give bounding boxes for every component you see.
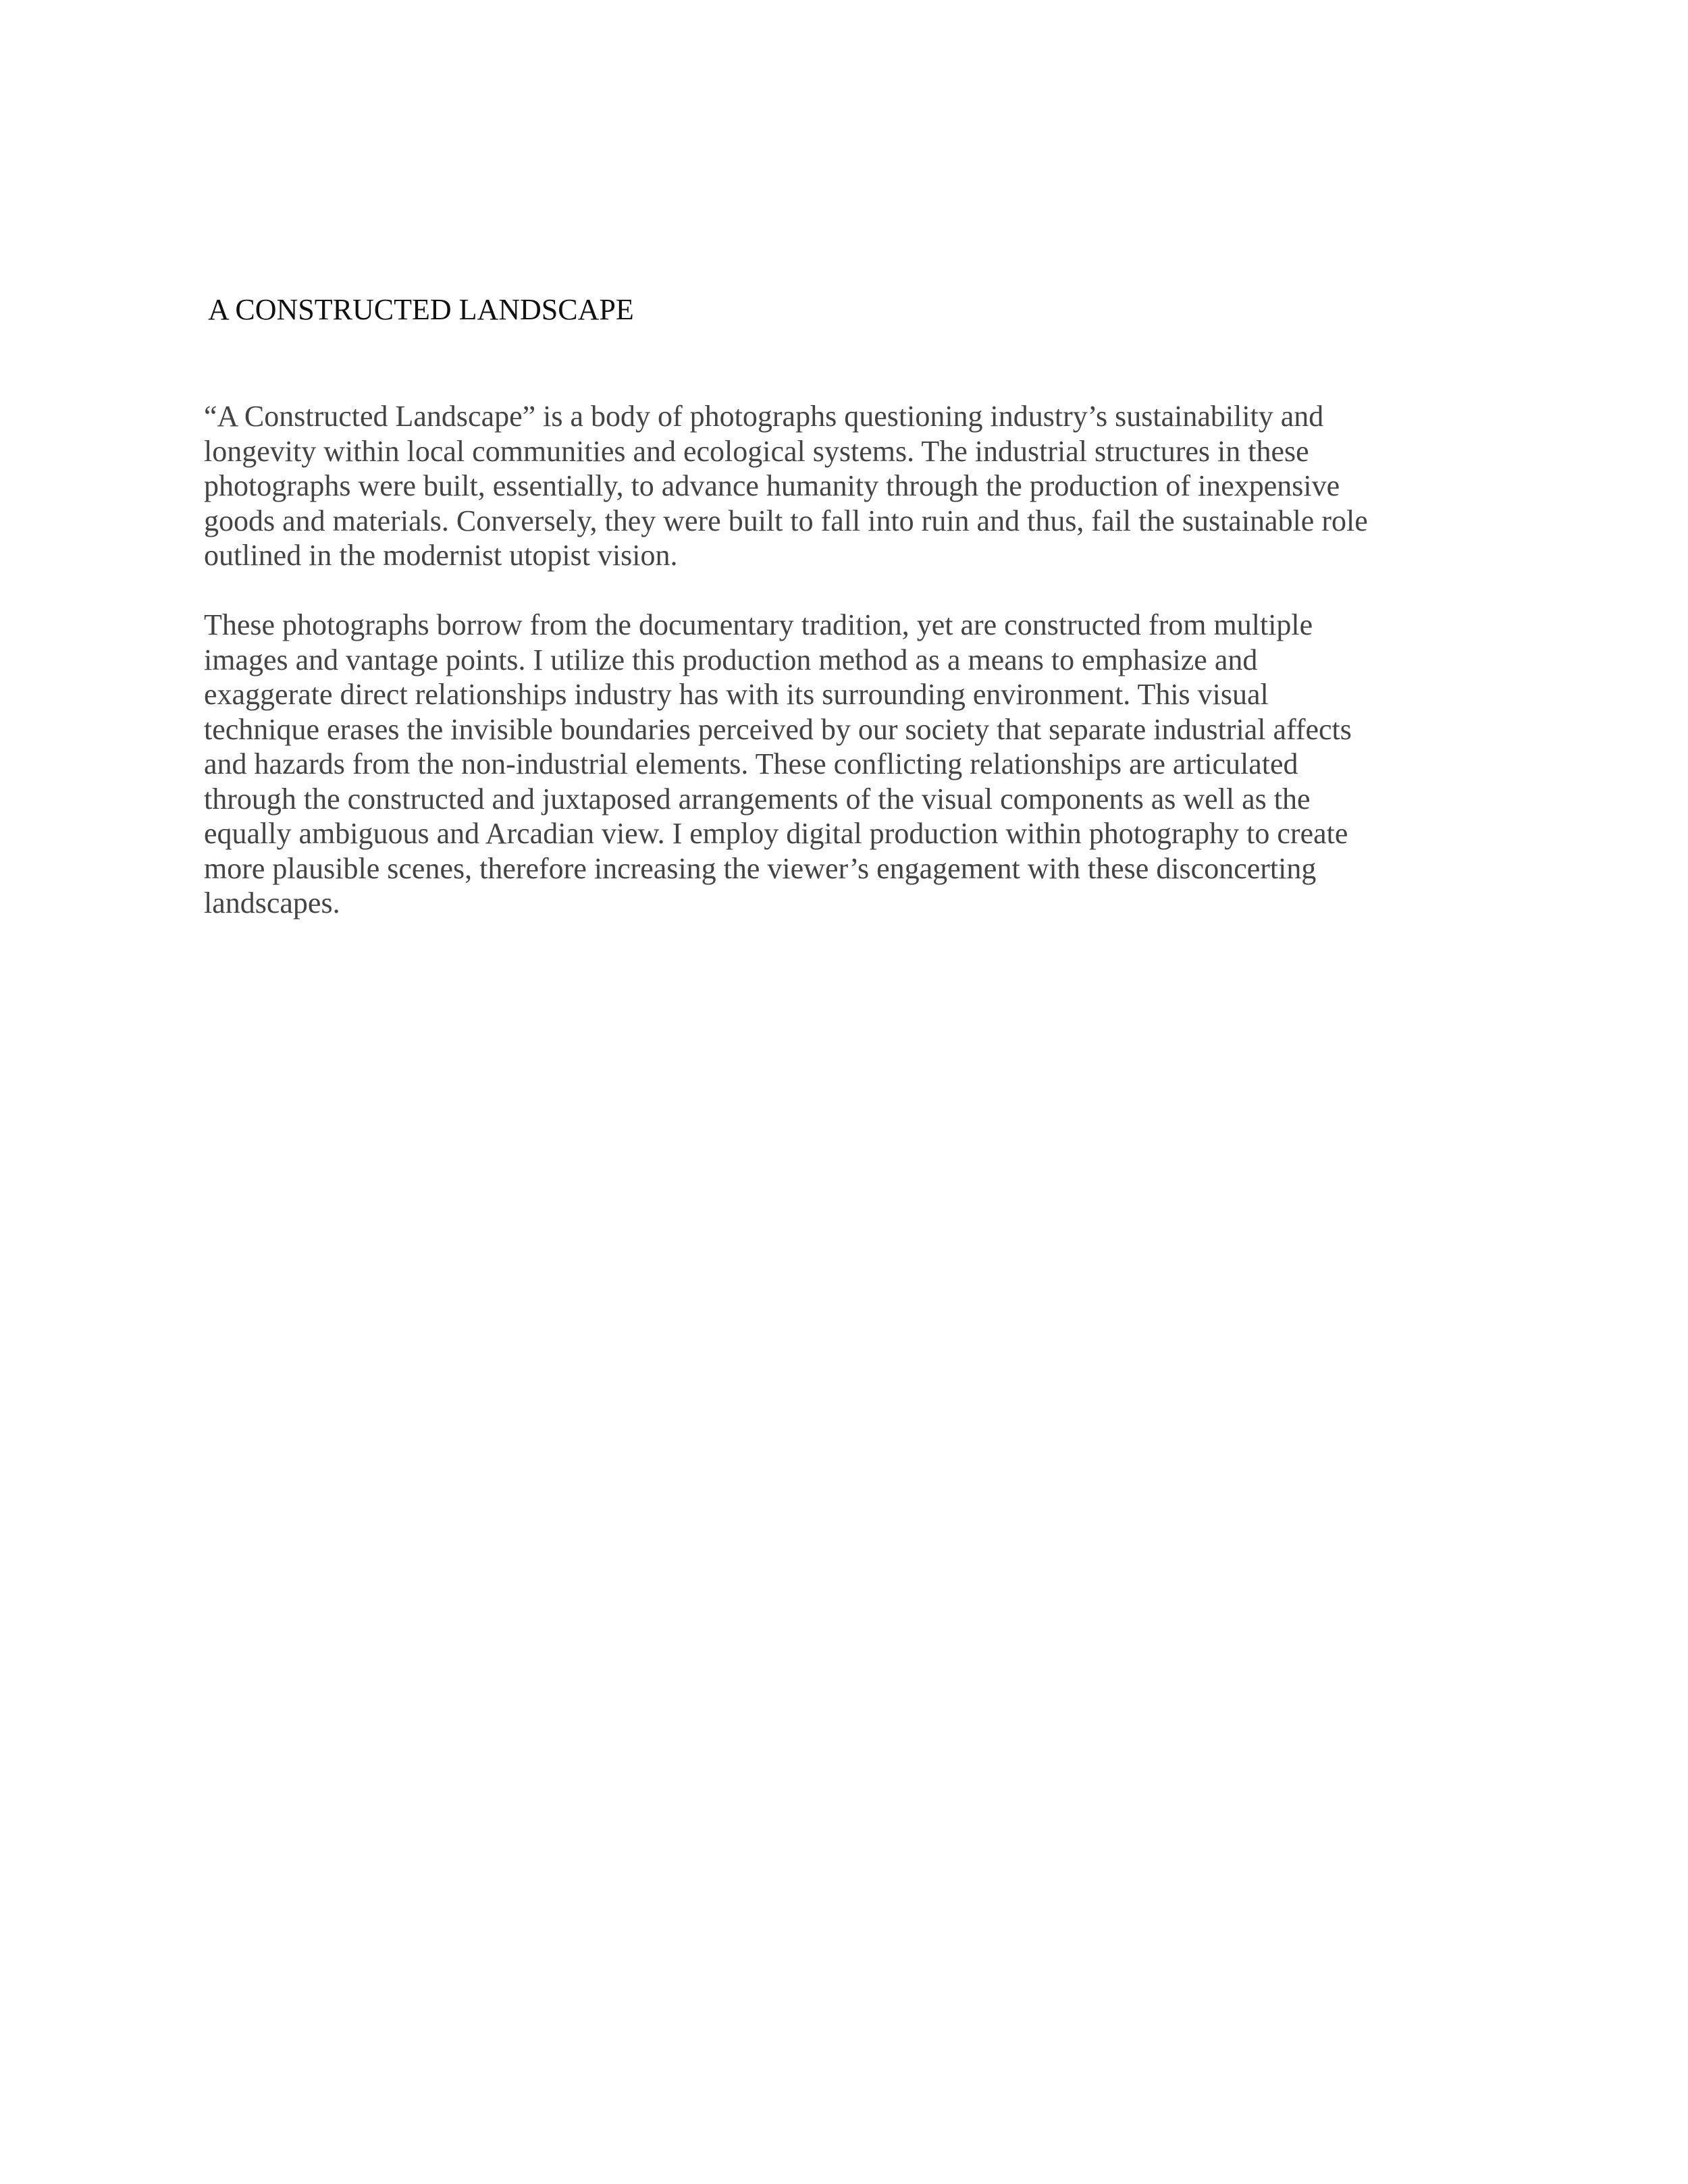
paragraph-line: “A Constructed Landscape” is a body of photographs questioning industry’s sustainability and — [204, 400, 1324, 433]
paragraph-line: These photographs borrow from the documentary tradition, yet are constructed from multiple — [204, 608, 1313, 641]
paragraph-line: images and vantage points. I utilize this production method as a means to emphasize and — [204, 643, 1258, 676]
paragraph-line: through the constructed and juxtaposed arrangements of the visual components as well as the — [204, 782, 1311, 816]
paragraph-line: outlined in the modernist utopist vision. — [204, 539, 678, 572]
document-title: A CONSTRUCTED LANDSCAPE — [208, 293, 634, 326]
paragraph-line: photographs were built, essentially, to advance humanity through the production of inexpensive — [204, 469, 1340, 502]
paragraph-line: more plausible scenes, therefore increasing the viewer’s engagement with these disconcerting — [204, 851, 1317, 885]
paragraph-line: exaggerate direct relationships industry has with its surrounding environment. This visual — [204, 678, 1269, 711]
paragraph-1 — [204, 399, 1406, 573]
paragraph-2 — [204, 608, 1406, 921]
paragraph-line: equally ambiguous and Arcadian view. I employ digital production within photography to create — [204, 817, 1348, 850]
paragraph-line: landscapes. — [204, 886, 340, 920]
paragraph-line: and hazards from the non-industrial elements. These conflicting relationships are articulated — [204, 747, 1298, 780]
paragraph-line: goods and materials. Conversely, they were built to fall into ruin and thus, fail the sustainable role — [204, 504, 1368, 537]
paragraph-line: longevity within local communities and ecological systems. The industrial structures in these — [204, 434, 1309, 468]
paragraph-line: technique erases the invisible boundaries perceived by our society that separate industrial affects — [204, 712, 1352, 746]
